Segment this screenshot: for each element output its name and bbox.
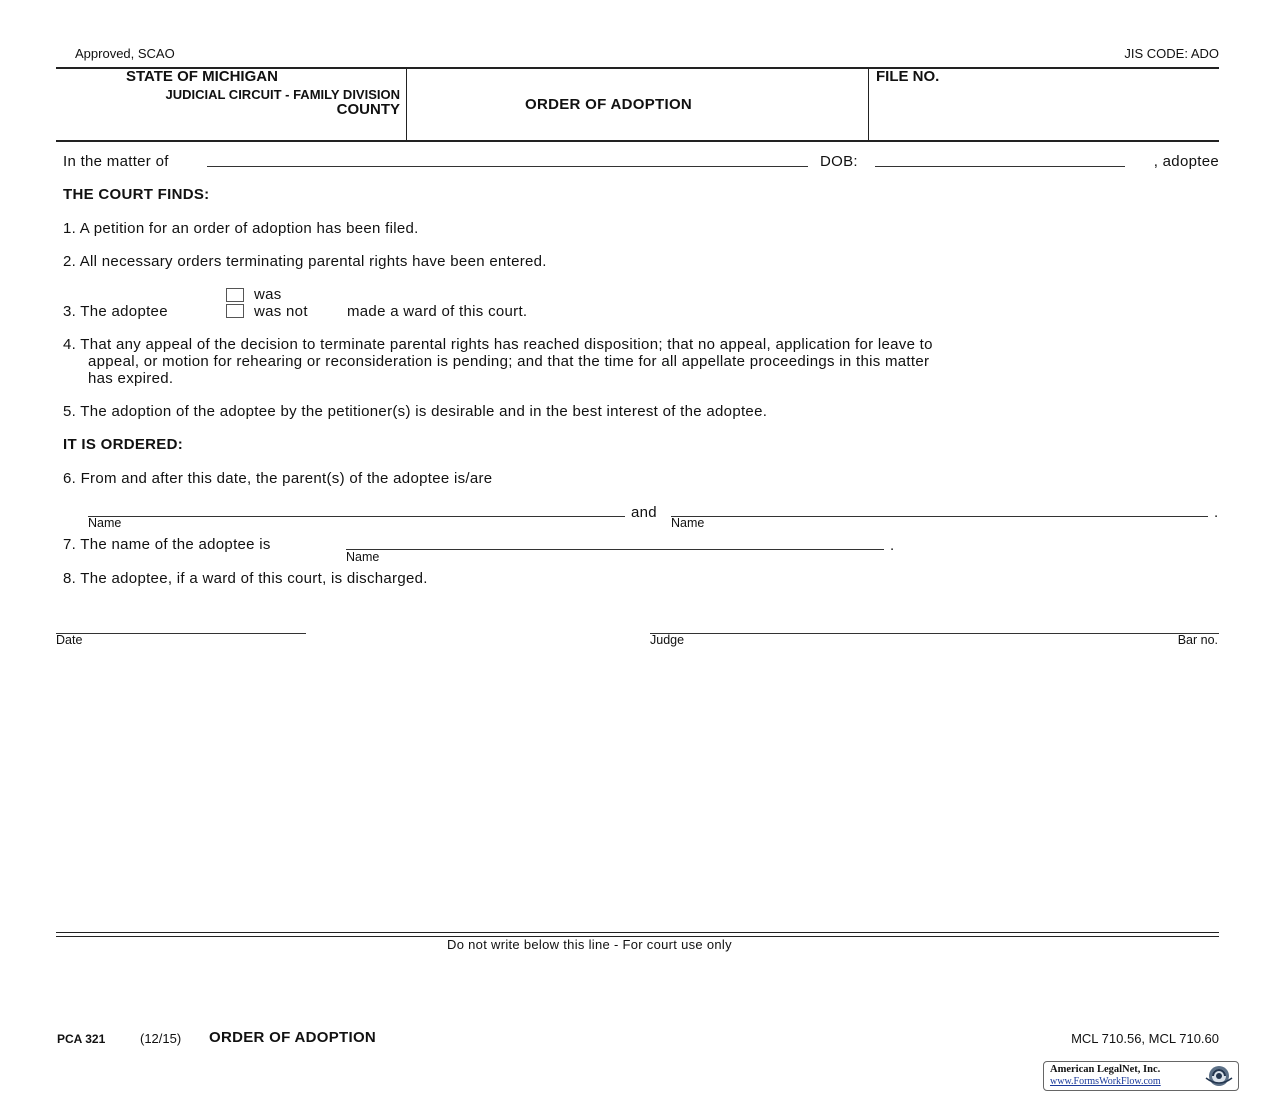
- globe-icon: [1202, 1064, 1236, 1088]
- new-name-caption: Name: [346, 550, 380, 564]
- new-name-field[interactable]: [346, 549, 884, 550]
- findings-heading: THE COURT FINDS:: [63, 186, 210, 203]
- date-caption: Date: [56, 633, 83, 647]
- order-8: 8. The adoptee, if a ward of this court, is discharged.: [63, 570, 428, 587]
- dob-field[interactable]: [875, 166, 1125, 167]
- form-number: PCA 321: [57, 1032, 106, 1046]
- finding-1: 1. A petition for an order of adoption has been filed.: [63, 220, 419, 237]
- parent-1-name-caption: Name: [88, 516, 122, 530]
- order-7: 7. The name of the adoptee is: [63, 536, 271, 553]
- jis-code: JIS CODE: ADO: [1124, 46, 1219, 61]
- header-divider-left: [406, 68, 407, 140]
- finding-4-line-2: appeal, or motion for rehearing or reconsideration is pending; and that the time for all appellate proceedings in this matter: [88, 353, 930, 370]
- adoptee-name-field[interactable]: [207, 166, 808, 167]
- form-revision: (12/15): [140, 1031, 182, 1046]
- court-use-note: Do not write below this line - For court use only: [447, 937, 732, 952]
- header-divider-right: [868, 68, 869, 140]
- was-not-label: was not: [254, 303, 308, 320]
- county-label: COUNTY: [336, 101, 400, 118]
- approval-note: Approved, SCAO: [75, 46, 175, 61]
- matter-label: In the matter of: [63, 153, 169, 170]
- circuit-label: JUDICIAL CIRCUIT - FAMILY DIVISION: [165, 87, 400, 102]
- file-number-field[interactable]: [880, 88, 1210, 134]
- header-bottom-rule: [56, 140, 1219, 142]
- logo-url[interactable]: www.FormsWorkFlow.com: [1050, 1076, 1161, 1087]
- form-title: ORDER OF ADOPTION: [209, 1029, 377, 1046]
- finding-3-tail: made a ward of this court.: [347, 303, 528, 320]
- was-not-checkbox[interactable]: [226, 304, 244, 318]
- finding-3-lead: 3. The adoptee: [63, 303, 168, 320]
- order-6: 6. From and after this date, the parent(s) of the adoptee is/are: [63, 470, 493, 487]
- ordered-heading: IT IS ORDERED:: [63, 436, 184, 453]
- finding-2: 2. All necessary orders terminating parental rights have been entered.: [63, 253, 547, 270]
- finding-4-line-3: has expired.: [88, 370, 174, 387]
- and-label: and: [631, 504, 657, 521]
- dob-label: DOB:: [820, 153, 858, 170]
- court-use-rule-1: [56, 932, 1219, 933]
- was-label: was: [254, 286, 282, 303]
- parent-1-name-field[interactable]: [88, 516, 625, 517]
- state-name: STATE OF MICHIGAN: [126, 68, 278, 85]
- file-number-label: FILE NO.: [876, 68, 940, 85]
- judge-caption: Judge: [650, 633, 685, 647]
- finding-4-line-1: 4. That any appeal of the decision to terminate parental rights has reached disposition; that no appeal, application for leave to: [63, 336, 933, 353]
- adoptee-suffix: , adoptee: [1153, 153, 1219, 170]
- order-6-period: .: [1214, 504, 1219, 521]
- was-checkbox[interactable]: [226, 288, 244, 302]
- order-7-period: .: [890, 537, 895, 554]
- statute-reference: MCL 710.56, MCL 710.60: [1071, 1031, 1219, 1046]
- date-field[interactable]: [56, 633, 306, 634]
- page-title: ORDER OF ADOPTION: [525, 96, 693, 113]
- bar-number-caption: Bar no.: [1177, 633, 1218, 647]
- logo-company: American LegalNet, Inc.: [1050, 1064, 1161, 1075]
- finding-5: 5. The adoption of the adoptee by the petitioner(s) is desirable and in the best interest of the adoptee.: [63, 403, 768, 420]
- parent-2-name-field[interactable]: [671, 516, 1208, 517]
- parent-2-name-caption: Name: [671, 516, 705, 530]
- vendor-logo: [1043, 1061, 1239, 1091]
- judge-signature-field[interactable]: [650, 633, 1219, 634]
